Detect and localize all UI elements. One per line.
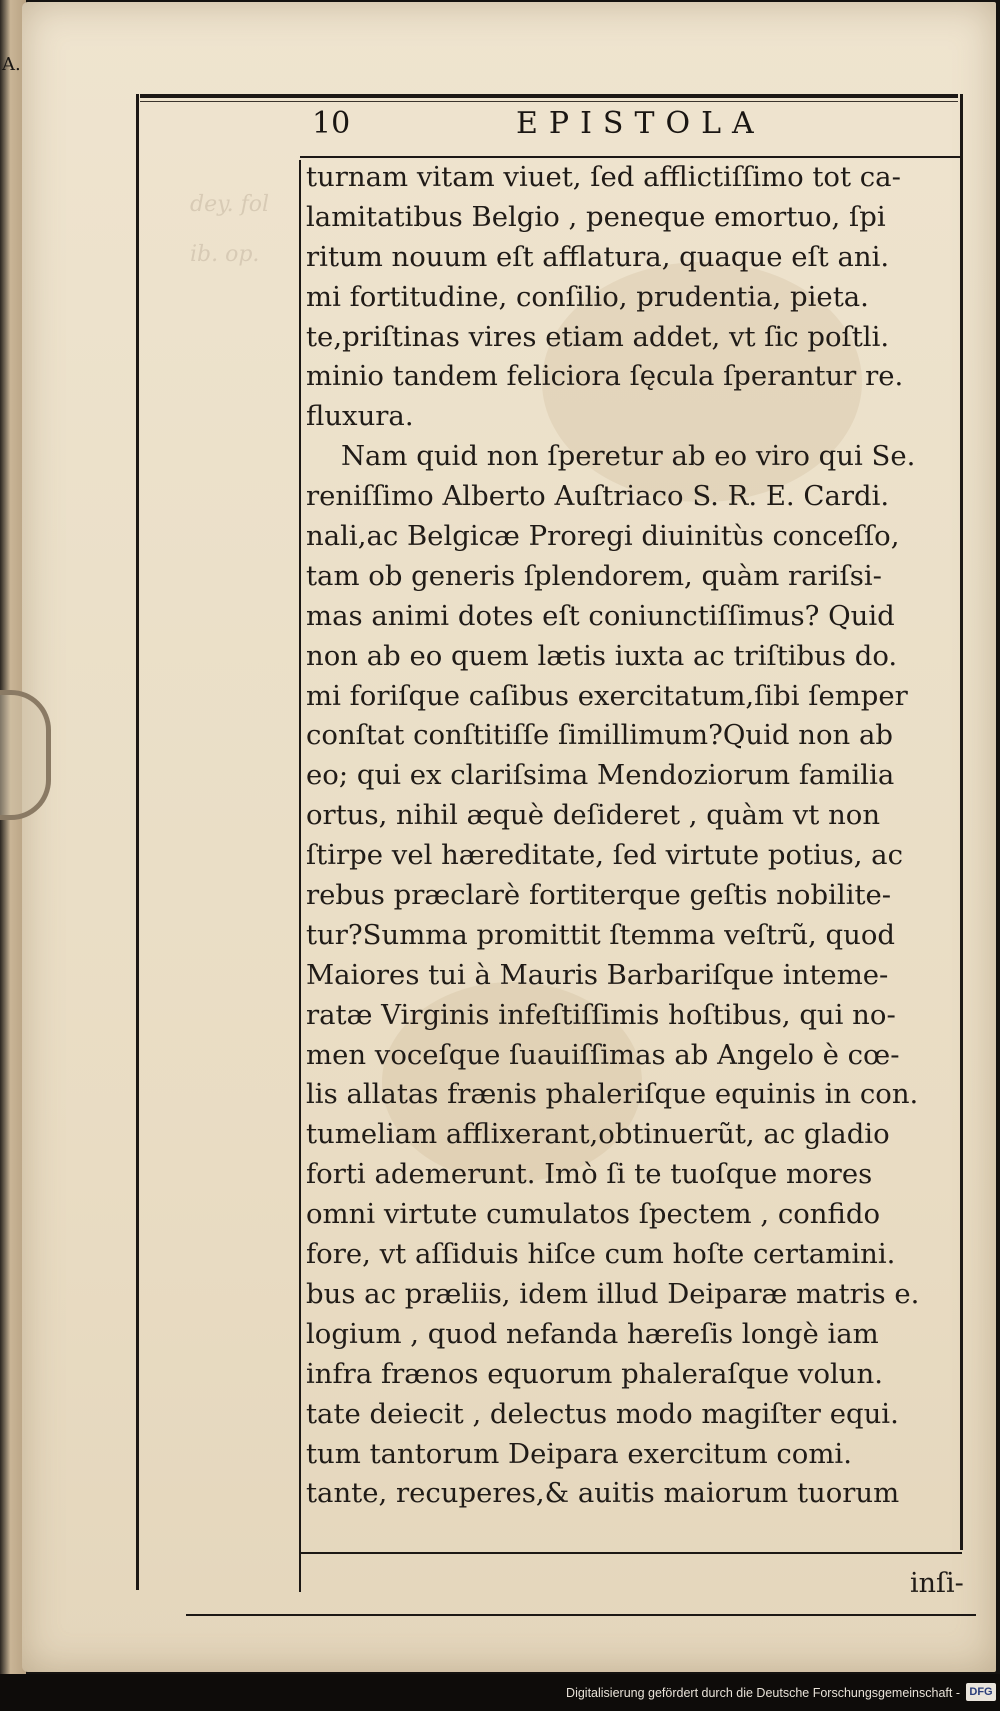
bleed-through-text bbox=[190, 180, 269, 280]
text-line: ritum nouum eſt afflatura, quaque eſt ani. bbox=[306, 240, 890, 273]
text-line: fluxura. bbox=[306, 400, 414, 433]
text-line: ſtirpe vel hæreditate, ſed virtute potius, ac bbox=[306, 839, 903, 872]
text-line: tur?Summa promittit ſtemma veſtrũ, quod bbox=[306, 918, 896, 951]
text-line: fore, vt aſſiduis hiſce cum hoſte certamini. bbox=[306, 1238, 896, 1271]
text-line: eo; qui ex clariſsima Mendoziorum familia bbox=[306, 759, 895, 792]
edge-mark-text: A. bbox=[2, 54, 21, 75]
text-line: nali,ac Belgicæ Proregi diuinitùs conceſſo, bbox=[306, 520, 900, 553]
text-line: infra frænos equorum phaleraſque volun. bbox=[306, 1357, 883, 1390]
running-header bbox=[300, 100, 960, 156]
body-text bbox=[306, 158, 976, 1514]
catchword: inſi- bbox=[910, 1568, 964, 1599]
text-line: tate deiecit , delectus modo magiſter equi. bbox=[306, 1397, 899, 1430]
frame-rule-left bbox=[136, 94, 139, 1590]
funding-credit: Digitalisierung gefördert durch die Deutsche Forschungsgemeinschaft - bbox=[566, 1686, 960, 1700]
text-line: ratæ Virginis infeſtiſſimis hoſtibus, qui no- bbox=[306, 998, 896, 1031]
text-line: tumeliam afflixerant,obtinuerũt, ac gladio bbox=[306, 1118, 890, 1151]
text-line: tam ob generis ſplendorem, quàm rariſsi- bbox=[306, 559, 882, 592]
text-line: turnam vitam viuet, ſed afflictiſſimo tot ca- bbox=[306, 161, 901, 193]
text-line: rebus præclarè fortiterque geſtis nobilite- bbox=[306, 879, 892, 912]
frame-rule-top bbox=[140, 94, 958, 98]
digitization-footer bbox=[0, 1674, 1000, 1711]
text-line: omni virtute cumulatos ſpectem , confido bbox=[306, 1198, 880, 1231]
text-line: ortus, nihil æquè deſideret , quàm vt non bbox=[306, 799, 881, 832]
text-line: Nam quid non ſperetur ab eo viro qui Se. bbox=[306, 440, 916, 473]
page-number: 10 bbox=[312, 106, 351, 141]
text-line: tum tantorum Deipara exercitum comi. bbox=[306, 1437, 852, 1470]
bleed-line: ib. op. bbox=[190, 242, 260, 267]
text-line: bus ac præliis, idem illud Deiparæ matris e. bbox=[306, 1277, 920, 1310]
text-line: logium , quod nefanda hæreſis longè iam bbox=[306, 1317, 879, 1350]
text-line: lamitatibus Belgio , peneque emortuo, ſpi bbox=[306, 200, 886, 233]
text-line: mi fortitudine, conſilio, prudentia, pieta. bbox=[306, 280, 869, 313]
text-line: te,priſtinas vires etiam addet, vt ſic poſtli. bbox=[306, 320, 890, 353]
text-line: mi foriſque caſibus exercitatum,ſibi ſemper bbox=[306, 679, 908, 712]
dfg-logo-icon bbox=[966, 1683, 996, 1701]
running-title: EPISTOLA bbox=[516, 106, 765, 141]
text-line: mas animi dotes eſt coniunctiſſimus? Quid bbox=[306, 599, 895, 632]
bleed-line: dey. fol bbox=[190, 192, 270, 217]
book-clasp bbox=[0, 690, 51, 820]
text-line: reniſſimo Alberto Auſtriaco S. R. E. Cardi. bbox=[306, 480, 890, 513]
text-line: non ab eo quem lætis iuxta ac triſtibus do. bbox=[306, 639, 898, 672]
dfg-logo-text: DFG bbox=[969, 1686, 993, 1698]
text-line: forti ademerunt. Imò ſi te tuoſque mores bbox=[306, 1158, 873, 1191]
text-line: lis allatas frænis phaleriſque equinis in con. bbox=[306, 1078, 919, 1111]
text-line: Maiores tui à Mauris Barbariſque inteme- bbox=[306, 958, 889, 991]
page-base-rule bbox=[186, 1614, 976, 1616]
frame-rule-left-inner bbox=[299, 160, 301, 1592]
text-line: men voceſque ſuauiſſimas ab Angelo è cœ- bbox=[306, 1038, 900, 1071]
frame-rule-bottom bbox=[300, 1552, 962, 1554]
text-line: tante, recuperes,& auitis maiorum tuorum bbox=[306, 1477, 900, 1510]
text-line: conſtat conſtitiſſe ſimillimum?Quid non ab bbox=[306, 719, 893, 752]
text-line: minio tandem feliciora ſęcula ſperantur re. bbox=[306, 360, 904, 393]
